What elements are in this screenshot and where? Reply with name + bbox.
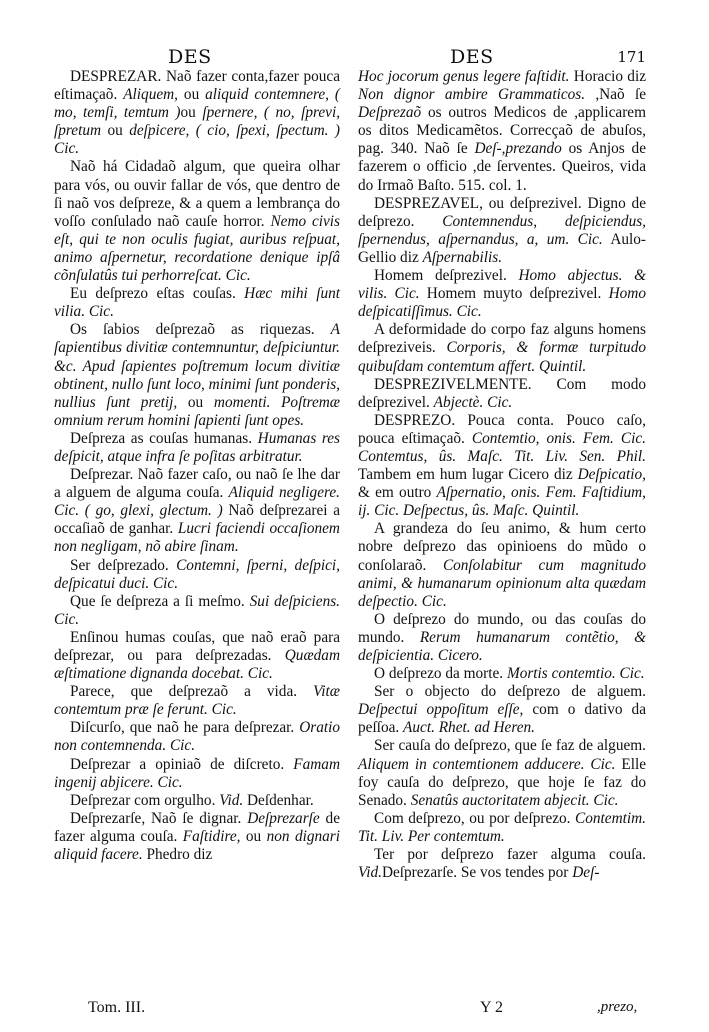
portuguese-text: Elle foy cauſa do deſprezo, que hoje ſe faz do Senado. (358, 755, 646, 809)
portuguese-text: Enſinou humas couſas, que naõ eraõ para deſprezar, ou para deſprezadas. (54, 628, 340, 664)
latin-text: Deſpicatio, (577, 466, 646, 484)
portuguese-text: Eu deſprezo eſtas couſas. (70, 285, 245, 303)
dictionary-entry (358, 376, 646, 412)
portuguese-text: Deſprezar com orgulho. (70, 791, 220, 809)
latin-text: Hoc jocorum genus legere faſtidit. (358, 68, 570, 85)
latin-text: Homo abjectus. & vilis. Cic. (358, 267, 646, 303)
portuguese-text: Os ſabios deſprezaõ as riquezas. (70, 321, 331, 339)
latin-text: Deſ-,prezando (474, 140, 562, 158)
latin-text: Deſprezarſe (247, 809, 320, 827)
latin-text: Corporis, & formæ turpitudo quibuſdam contemtum affert. Quintil. (358, 339, 646, 375)
dictionary-entry (54, 792, 340, 810)
latin-text: Non dignor ambire Grammaticos. (358, 86, 586, 104)
latin-text: Aliquem in contemtionem adducere. Cic. (358, 755, 616, 773)
latin-text: Sui deſpiciens. Cic. (54, 592, 340, 628)
latin-text: ſpernere, ( no, ſprevi, ſpretum (54, 104, 341, 140)
portuguese-text: os Anjos de fazerem o officio ,de ſerventes. Queiros, vida do Irmaõ Baſto. 515. col. 1. (358, 140, 646, 194)
portuguese-text: Ser cauſa do deſprezo, que ſe faz de alguem. (374, 737, 646, 755)
portuguese-text: Ser deſprezado. (70, 556, 177, 574)
portuguese-text: Tambem em hum lugar Cicero diz (358, 466, 578, 484)
dictionary-entry (358, 267, 646, 321)
latin-text: aliquid contemnere, ( mo, temſi, temtum ) (54, 86, 341, 122)
portuguese-text: ,Naõ ſe (585, 86, 646, 104)
dictionary-entry (54, 158, 340, 285)
latin-text: Mortis contemtio. Cic. (506, 665, 645, 683)
portuguese-text: ou (177, 393, 214, 411)
portuguese-text: DESPREZIVELMENTE. Com modo deſprezivel. (358, 375, 646, 411)
latin-text: Abjectè. Cic. (433, 393, 513, 411)
dictionary-entry (54, 285, 340, 321)
portuguese-text: DESPREZAVEL, ou deſprezivel. Digno de deſprezo. (358, 194, 646, 230)
latin-text: Contemni, ſperni, deſpici, deſpicatui duci. Cic. (54, 556, 340, 592)
portuguese-text: A grandeza do ſeu animo, & hum certo nobre deſprezo das opinioens do mũdo o conſolaraõ. (358, 520, 646, 574)
portuguese-text: Ter por deſprezo fazer alguma couſa. (374, 846, 646, 864)
latin-text: Faſtidire, (182, 827, 241, 845)
portuguese-text: de fazer alguma couſa. (54, 809, 340, 845)
dictionary-entry (358, 68, 646, 195)
latin-text: Hæc mihi ſunt vilia. Cic. (54, 285, 340, 321)
latin-text: Nemo civis eſt, qui te non oculis fugiat, auribus reſpuat, animo aſpernetur, recordatione denique ipſâ cõnſulatûs tui perhorreſcat. Cic. (54, 212, 340, 285)
dictionary-entry (54, 557, 340, 593)
latin-text: Contemnendus, deſpiciendus, ſpernendus, aſpernandus, a, um. Cic. (358, 212, 646, 248)
left-column-text (54, 68, 340, 864)
latin-text: Senatûs auctoritatem abjecit. Cic. (410, 791, 619, 809)
portuguese-text: Ser o objecto do deſprezo de alguem. (374, 683, 646, 701)
dictionary-entry (54, 629, 340, 683)
portuguese-text: Deſdenhar. (243, 791, 314, 809)
latin-text: Vid. (219, 791, 244, 809)
dictionary-entry (358, 810, 646, 846)
right-column (358, 46, 646, 882)
latin-text: Humanas res deſpicit, atque infra ſe poſitas arbitratur. (54, 429, 341, 465)
latin-text: Aliquem, (123, 86, 179, 104)
latin-text: Aliquid negligere. Cic. ( go, glexi, glectum. ) (54, 484, 340, 520)
latin-text: A ſapientibus divitiæ contemnuntur, deſpiciuntur. &c. Apud ſapientes poſtremum locum divitiæ obtinent, nullo ſunt loco, minimi ſunt ponderis, nullius ſunt pretij, (54, 321, 340, 411)
portuguese-text: Que ſe deſpreza a ſi meſmo. (70, 592, 250, 610)
dictionary-entry (358, 611, 646, 665)
portuguese-text: & em outro (358, 484, 437, 502)
latin-text: Aſpernabilis. (422, 248, 503, 266)
portuguese-text: Deſprezar. Naõ fazer caſo, ou naõ ſe lhe dar a alguem de alguma couſa. (54, 466, 340, 502)
dictionary-entry (54, 68, 340, 158)
portuguese-text: Com deſprezo, ou por deſprezo. (374, 809, 576, 827)
dictionary-entry (54, 430, 340, 466)
portuguese-text: ou (178, 86, 206, 104)
latin-text: Oratio non contemnenda. Cic. (54, 719, 340, 755)
signature-mark: Y 2 (480, 999, 503, 1016)
portuguese-text: Aulo-Gellio diz (358, 230, 647, 266)
portuguese-text: Naõ há Cidadaõ algum, que queira olhar para vós, ou ouvir fallar de vós, que dentro de ſi naõ vos deſpreze, & a quem a lembrança do voſſo conſulado naõ cauſe horror. (54, 158, 340, 230)
right-column-text (358, 68, 646, 882)
dictionary-entry (54, 593, 340, 629)
latin-text: Conſolabitur cum magnitudo animi, & humanarum opinionum alta quædam deſpectio. Cic. (358, 556, 646, 610)
dictionary-entry (54, 756, 340, 792)
latin-text: momenti. Poſtremæ omnium rerum homini ſapienti ſunt opes. (54, 393, 340, 429)
portuguese-text: Deſprezar a opiniaõ de diſcreto. (70, 755, 294, 773)
dictionary-entry (54, 719, 340, 755)
portuguese-text: Deſprezarſe. Se vos tendes por (381, 864, 573, 882)
latin-text: Rerum humanarum contẽtio, & deſpicientia. Cicero. (358, 628, 646, 664)
latin-text: Deſprezaõ (358, 104, 422, 122)
latin-text: Vid. (358, 864, 382, 882)
portuguese-text: ou (240, 827, 267, 845)
portuguese-text: O deſprezo do mundo, ou das couſas do mundo. (358, 610, 646, 646)
latin-text: Lucri faciendi occaſionem non negligam, nõ abire ſinam. (54, 520, 340, 556)
latin-text: Homo deſpicatiſſimus. Cic. (358, 285, 646, 321)
portuguese-text: Deſprezarſe, Naõ ſe dignar. (70, 809, 248, 827)
portuguese-text: Horacio diz (569, 68, 646, 85)
portuguese-text: ou (180, 104, 203, 122)
latin-text: Quædam æſtimatione dignanda docebat. Cic. (54, 647, 340, 683)
dictionary-entry (358, 412, 646, 521)
portuguese-text: os outros Medicos de ,applicarem os ditos Medicamẽtos. Correcçaõ de abuſos, pag. 340. Naõ ſe (358, 104, 646, 158)
running-head-left: DES (168, 46, 212, 68)
dictionary-entry (54, 321, 340, 430)
dictionary-entry (358, 665, 646, 683)
dictionary-entry (358, 737, 646, 809)
dictionary-entry (358, 520, 646, 610)
left-header (54, 46, 340, 66)
portuguese-text: DESPREZO. Pouca conta. Pouco caſo, pouca eſtimaçaõ. (358, 411, 646, 447)
page-number: 171 (617, 48, 646, 66)
dictionary-entry (54, 466, 340, 556)
dictionary-entry (358, 195, 646, 267)
catchword: ,prezo, (597, 999, 638, 1015)
dictionary-entry (54, 810, 340, 864)
portuguese-text: Diſcurſo, que naõ he para deſprezar. (70, 719, 300, 737)
latin-text: Contemtim. Tit. Liv. Per contemtum. (358, 809, 646, 845)
dictionary-entry (358, 846, 646, 882)
latin-text: Contemtio, onis. Fem. Cic. Contemtus, ûs. Maſc. Tit. Liv. Sen. Phil. (358, 429, 646, 465)
latin-text: deſpicere, ( cio, ſpexi, ſpectum. ) Cic. (54, 122, 340, 158)
latin-text: Auct. Rhet. ad Heren. (403, 719, 535, 737)
volume-footer: Tom. III. (88, 999, 146, 1016)
dictionary-entry (54, 683, 340, 719)
left-column (54, 46, 340, 864)
right-header (358, 46, 646, 66)
latin-text: Aſpernatio, onis. Fem. Faſtidium, ij. Cic. Deſpectus, ûs. Maſc. Quintil. (358, 484, 646, 520)
latin-text: Vitæ contemtum præ ſe ferunt. Cic. (54, 683, 340, 719)
portuguese-text: com o dativo da peſſoa. (358, 701, 646, 737)
portuguese-text: Deſpreza as couſas humanas. (70, 429, 258, 447)
portuguese-text: Parece, que deſprezaõ a vida. (70, 683, 314, 701)
portuguese-text: Phedro diz (142, 846, 213, 864)
running-head-right: DES (450, 46, 494, 68)
latin-text: non dignari aliquid facere. (54, 827, 340, 864)
portuguese-text: O deſprezo da morte. (374, 665, 507, 683)
latin-text: Famam ingenij abjicere. Cic. (54, 755, 340, 791)
dictionary-entry (358, 321, 646, 375)
portuguese-text: ou (101, 122, 130, 140)
dictionary-entry (358, 683, 646, 737)
portuguese-text: DESPREZAR. Naõ fazer conta,fazer pouca eſtimaçaõ. (54, 68, 340, 104)
portuguese-text: Naõ deſprezarei a occaſiaõ de ganhar. (54, 502, 340, 538)
portuguese-text: Homem muyto deſprezivel. (419, 285, 609, 303)
portuguese-text: A deformidade do corpo faz alguns homens deſpreziveis. (358, 321, 646, 357)
latin-text: Deſpectui oppoſitum eſſe, (358, 701, 524, 719)
latin-text: Deſ- (572, 864, 600, 882)
portuguese-text: Homem deſprezivel. (374, 267, 519, 285)
